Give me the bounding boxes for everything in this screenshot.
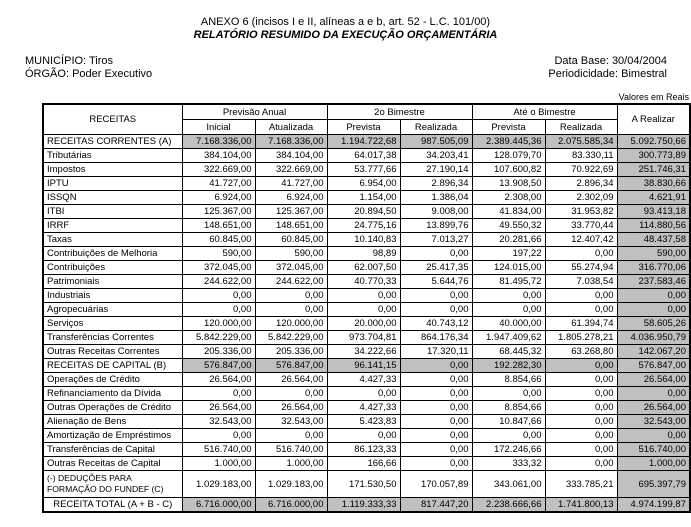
value-cell: 590,00: [255, 247, 327, 261]
row-label: IRRF: [43, 219, 182, 233]
value-cell: 0,00: [400, 303, 472, 317]
orgao-line: [25, 68, 152, 81]
value-cell: 322.669,00: [255, 163, 327, 177]
value-cell: 333,32: [472, 457, 545, 471]
value-cell: 1.029.183,00: [255, 471, 327, 498]
value-cell: 26.564,00: [255, 401, 327, 415]
value-cell: 34.203,41: [400, 149, 472, 163]
value-cell: 0,00: [545, 415, 617, 429]
col-subheader-prevista-ate: Prevista: [472, 120, 545, 135]
value-cell: 124.015,00: [472, 261, 545, 275]
report-subtitle: RELATÓRIO RESUMIDO DA EXECUÇÃO ORÇAMENTÁRIA: [193, 29, 498, 41]
row-label: (-) DEDUÇÕES PARA FORMAÇÃO DO FUNDEF (C): [43, 471, 182, 498]
value-cell: 70.922,69: [545, 163, 617, 177]
value-cell: 20.894,50: [327, 205, 400, 219]
value-cell: 0,00: [400, 387, 472, 401]
table-row: [43, 457, 690, 471]
table-row: [43, 205, 690, 219]
value-cell: 2.308,00: [472, 191, 545, 205]
table-row: [43, 387, 690, 401]
value-cell: 26.564,00: [182, 401, 255, 415]
value-cell: 384.104,00: [182, 149, 255, 163]
value-cell: 40.000,00: [472, 317, 545, 331]
table-row: [43, 345, 690, 359]
value-cell: 695.397,79: [617, 471, 690, 498]
value-cell: 0,00: [545, 289, 617, 303]
report-info: [25, 55, 667, 81]
value-cell: 0,00: [617, 303, 690, 317]
value-cell: 2.896,34: [545, 177, 617, 191]
table-row: [43, 471, 690, 498]
table-head: [43, 104, 690, 135]
value-cell: 60.845,00: [182, 233, 255, 247]
value-cell: 171.530,50: [327, 471, 400, 498]
value-cell: 0,00: [472, 387, 545, 401]
value-cell: 53.777,66: [327, 163, 400, 177]
value-cell: 5.644,76: [400, 275, 472, 289]
value-cell: 576.847,00: [182, 359, 255, 373]
value-cell: 372.045,00: [255, 261, 327, 275]
value-cell: 0,00: [545, 373, 617, 387]
table-row: [43, 317, 690, 331]
value-cell: 333.785,21: [545, 471, 617, 498]
value-cell: 93.413,18: [617, 205, 690, 219]
value-cell: 0,00: [545, 457, 617, 471]
value-cell: 0,00: [182, 303, 255, 317]
value-cell: 27.190,14: [400, 163, 472, 177]
col-header-2o-bimestre: 2o Bimestre: [327, 104, 472, 120]
value-cell: 300.773,89: [617, 149, 690, 163]
value-cell: 1.000,00: [182, 457, 255, 471]
value-cell: 2.238.666,66: [472, 498, 545, 513]
col-subheader-realizada-2bim: Realizada: [400, 120, 472, 135]
value-cell: 1.947.409,62: [472, 331, 545, 345]
value-cell: 197,22: [472, 247, 545, 261]
value-cell: 62.007,50: [327, 261, 400, 275]
value-cell: 590,00: [617, 247, 690, 261]
value-cell: 63.268,80: [545, 345, 617, 359]
value-cell: 9.008,00: [400, 205, 472, 219]
value-cell: 0,00: [400, 359, 472, 373]
value-cell: 125.367,00: [182, 205, 255, 219]
report-title: ANEXO 6 (incisos I e II, alíneas a e b, art. 52 - L.C. 101/00): [200, 16, 491, 28]
value-cell: 26.564,00: [617, 373, 690, 387]
value-cell: 384.104,00: [255, 149, 327, 163]
value-cell: 26.564,00: [182, 373, 255, 387]
value-cell: 1.386,04: [400, 191, 472, 205]
value-cell: 10.847,66: [472, 415, 545, 429]
row-label: Taxas: [43, 233, 182, 247]
value-cell: 170.057,89: [400, 471, 472, 498]
col-subheader-atualizada: Atualizada: [255, 120, 327, 135]
value-cell: 4.036.950,79: [617, 331, 690, 345]
value-cell: 86.123,33: [327, 443, 400, 457]
value-cell: 40.770,33: [327, 275, 400, 289]
col-header-receitas: RECEITAS: [43, 104, 182, 135]
value-cell: 0,00: [255, 387, 327, 401]
value-cell: 13.908,50: [472, 177, 545, 191]
value-cell: 41.727,00: [255, 177, 327, 191]
row-label: Serviços: [43, 317, 182, 331]
value-cell: 6.716.000,00: [182, 498, 255, 513]
row-label: Amortização de Empréstimos: [43, 429, 182, 443]
value-cell: 81.495,72: [472, 275, 545, 289]
value-cell: 0,00: [545, 359, 617, 373]
value-cell: 0,00: [472, 303, 545, 317]
value-cell: 1.029.183,00: [182, 471, 255, 498]
value-cell: 61.394,74: [545, 317, 617, 331]
orgao-label: ÓRGÃO:: [25, 68, 70, 80]
value-cell: 205.336,00: [255, 345, 327, 359]
value-cell: 516.740,00: [182, 443, 255, 457]
value-cell: 244.622,00: [182, 275, 255, 289]
value-cell: 0,00: [400, 457, 472, 471]
row-label: ITBI: [43, 205, 182, 219]
value-cell: 205.336,00: [182, 345, 255, 359]
value-cell: 0,00: [400, 401, 472, 415]
value-cell: 32.543,00: [255, 415, 327, 429]
value-cell: 0,00: [545, 443, 617, 457]
value-cell: 343.061,00: [472, 471, 545, 498]
col-subheader-realizada-ate: Realizada: [545, 120, 617, 135]
col-header-ate-o-bimestre: Até o Bimestre: [472, 104, 617, 120]
value-cell: 0,00: [472, 289, 545, 303]
value-cell: 41.727,00: [182, 177, 255, 191]
value-cell: 516.740,00: [617, 443, 690, 457]
value-cell: 0,00: [255, 429, 327, 443]
value-cell: 6.924,00: [255, 191, 327, 205]
value-cell: 0,00: [545, 247, 617, 261]
report-header: [0, 0, 691, 42]
value-cell: 244.622,00: [255, 275, 327, 289]
value-cell: 8.854,66: [472, 373, 545, 387]
value-cell: 48.437,58: [617, 233, 690, 247]
value-cell: 7.168.336,00: [182, 135, 255, 149]
value-cell: 6.924,00: [182, 191, 255, 205]
row-label: Refinanciamento da Dívida: [43, 387, 182, 401]
value-cell: 0,00: [400, 429, 472, 443]
value-cell: 34.222,66: [327, 345, 400, 359]
row-label: Outras Receitas de Capital: [43, 457, 182, 471]
value-cell: 0,00: [327, 429, 400, 443]
periodicidade-value: Bimestral: [621, 68, 667, 80]
value-cell: 4.621,91: [617, 191, 690, 205]
municipio-value: Tiros: [88, 55, 114, 67]
value-cell: 31.953,82: [545, 205, 617, 219]
table-row: [43, 443, 690, 457]
value-cell: 0,00: [617, 387, 690, 401]
value-cell: 0,00: [617, 429, 690, 443]
value-cell: 2.389.445,36: [472, 135, 545, 149]
value-cell: 192.282,30: [472, 359, 545, 373]
table-row: [43, 149, 690, 163]
table-row: [43, 303, 690, 317]
value-cell: 148.651,00: [182, 219, 255, 233]
periodicidade-line: [548, 68, 667, 81]
value-cell: 0,00: [617, 289, 690, 303]
orgao-value: Poder Executivo: [72, 68, 153, 80]
value-cell: 142.067,20: [617, 345, 690, 359]
table-row: [43, 177, 690, 191]
value-cell: 60.845,00: [255, 233, 327, 247]
data-base-line: [548, 55, 667, 68]
value-cell: 237.583,46: [617, 275, 690, 289]
value-cell: 2.896,34: [400, 177, 472, 191]
table-row: [43, 247, 690, 261]
value-cell: 0,00: [400, 247, 472, 261]
value-cell: 10.140,83: [327, 233, 400, 247]
value-cell: 973.704,81: [327, 331, 400, 345]
value-cell: 0,00: [182, 289, 255, 303]
budget-table: [42, 103, 691, 513]
value-cell: 6.954,00: [327, 177, 400, 191]
table-row: [43, 275, 690, 289]
row-label: RECEITA TOTAL (A + B - C): [43, 498, 182, 513]
row-label: RECEITAS DE CAPITAL (B): [43, 359, 182, 373]
table-row: [43, 191, 690, 205]
value-cell: 590,00: [182, 247, 255, 261]
row-label: Contribuições: [43, 261, 182, 275]
data-base-label: Data Base:: [554, 55, 609, 67]
value-cell: 864.176,34: [400, 331, 472, 345]
value-cell: 1.000,00: [617, 457, 690, 471]
row-label: ISSQN: [43, 191, 182, 205]
value-cell: 0,00: [472, 429, 545, 443]
value-cell: 0,00: [255, 303, 327, 317]
row-label: Operações de Crédito: [43, 373, 182, 387]
table-row: [43, 261, 690, 275]
value-cell: 20.281,66: [472, 233, 545, 247]
report-info-right: [548, 55, 667, 81]
value-cell: 20.000,00: [327, 317, 400, 331]
value-cell: 0,00: [400, 415, 472, 429]
value-cell: 0,00: [545, 429, 617, 443]
value-cell: 4.427,33: [327, 373, 400, 387]
report-info-left: [25, 55, 152, 81]
value-cell: 83.330,11: [545, 149, 617, 163]
value-cell: 68.445,32: [472, 345, 545, 359]
value-cell: 987.505,09: [400, 135, 472, 149]
value-cell: 1.194.722,68: [327, 135, 400, 149]
value-cell: 0,00: [182, 387, 255, 401]
value-cell: 1.000,00: [255, 457, 327, 471]
value-cell: 2.302,09: [545, 191, 617, 205]
value-cell: 96.141,15: [327, 359, 400, 373]
row-label: Transferências de Capital: [43, 443, 182, 457]
col-subheader-prevista-2bim: Prevista: [327, 120, 400, 135]
value-cell: 13.899,76: [400, 219, 472, 233]
row-label: RECEITAS CORRENTES (A): [43, 135, 182, 149]
currency-note: Valores em Reais: [618, 92, 689, 102]
value-cell: 114.880,56: [617, 219, 690, 233]
value-cell: 0,00: [545, 387, 617, 401]
value-cell: 128.079,70: [472, 149, 545, 163]
value-cell: 7.168.336,00: [255, 135, 327, 149]
value-cell: 0,00: [327, 387, 400, 401]
periodicidade-label: Periodicidade:: [548, 68, 619, 80]
value-cell: 4.974.199,87: [617, 498, 690, 513]
table-row: [43, 233, 690, 247]
value-cell: 576.847,00: [617, 359, 690, 373]
value-cell: 25.417,35: [400, 261, 472, 275]
table-row: [43, 373, 690, 387]
value-cell: 38.830,66: [617, 177, 690, 191]
value-cell: 0,00: [327, 303, 400, 317]
value-cell: 24.775,16: [327, 219, 400, 233]
value-cell: 6.716.000,00: [255, 498, 327, 513]
value-cell: 120.000,00: [255, 317, 327, 331]
value-cell: 372.045,00: [182, 261, 255, 275]
value-cell: 0,00: [400, 443, 472, 457]
value-cell: 148.651,00: [255, 219, 327, 233]
value-cell: 17.320,11: [400, 345, 472, 359]
row-label: Alienação de Bens: [43, 415, 182, 429]
table-row: [43, 163, 690, 177]
value-cell: 8.854,66: [472, 401, 545, 415]
value-cell: 2.075.585,34: [545, 135, 617, 149]
table-row: [43, 415, 690, 429]
table-row: [43, 219, 690, 233]
value-cell: 64.017,38: [327, 149, 400, 163]
col-header-a-realizar: A Realizar: [617, 104, 690, 135]
value-cell: 5.092.750,66: [617, 135, 690, 149]
municipio-line: [25, 55, 152, 68]
value-cell: 32.543,00: [182, 415, 255, 429]
value-cell: 1.119.333,33: [327, 498, 400, 513]
value-cell: 5.842.229,00: [255, 331, 327, 345]
table-body: [43, 135, 690, 513]
value-cell: 7.013,27: [400, 233, 472, 247]
value-cell: 26.564,00: [617, 401, 690, 415]
value-cell: 41.834,00: [472, 205, 545, 219]
value-cell: 576.847,00: [255, 359, 327, 373]
value-cell: 55.274,94: [545, 261, 617, 275]
value-cell: 4.427,33: [327, 401, 400, 415]
row-label: Transferências Correntes: [43, 331, 182, 345]
value-cell: 49.550,32: [472, 219, 545, 233]
value-cell: 172.246,66: [472, 443, 545, 457]
value-cell: 0,00: [327, 289, 400, 303]
value-cell: 5.423,83: [327, 415, 400, 429]
value-cell: 98,89: [327, 247, 400, 261]
row-label: Tributárias: [43, 149, 182, 163]
value-cell: 0,00: [400, 373, 472, 387]
value-cell: 516.740,00: [255, 443, 327, 457]
col-header-previsao-anual: Previsão Anual: [182, 104, 327, 120]
row-label: IPTU: [43, 177, 182, 191]
value-cell: 0,00: [400, 289, 472, 303]
value-cell: 32.543,00: [617, 415, 690, 429]
value-cell: 0,00: [545, 303, 617, 317]
value-cell: 0,00: [182, 429, 255, 443]
table-header-row-1: [43, 104, 690, 120]
table-row: [43, 331, 690, 345]
value-cell: 58.605,26: [617, 317, 690, 331]
value-cell: 12.407,42: [545, 233, 617, 247]
row-label: Patrimoniais: [43, 275, 182, 289]
value-cell: 7.038,54: [545, 275, 617, 289]
table-row: [43, 429, 690, 443]
row-label: Industriais: [43, 289, 182, 303]
value-cell: 251.746,31: [617, 163, 690, 177]
value-cell: 166,66: [327, 457, 400, 471]
value-cell: 0,00: [255, 289, 327, 303]
value-cell: 125.367,00: [255, 205, 327, 219]
row-label: Impostos: [43, 163, 182, 177]
value-cell: 107.600,82: [472, 163, 545, 177]
value-cell: 26.564,00: [255, 373, 327, 387]
value-cell: 817.447,20: [400, 498, 472, 513]
row-label: Outras Operações de Crédito: [43, 401, 182, 415]
table-row: [43, 359, 690, 373]
value-cell: 322.669,00: [182, 163, 255, 177]
row-label: Agropecuárias: [43, 303, 182, 317]
data-base-value: 30/04/2004: [611, 55, 667, 67]
value-cell: 0,00: [545, 401, 617, 415]
row-label: Outras Receitas Correntes: [43, 345, 182, 359]
value-cell: 33.770,44: [545, 219, 617, 233]
value-cell: 1.741.800,13: [545, 498, 617, 513]
table-row: [43, 289, 690, 303]
value-cell: 5.842.229,00: [182, 331, 255, 345]
table-row: [43, 135, 690, 149]
row-label: Contribuições de Melhoria: [43, 247, 182, 261]
table-row: [43, 401, 690, 415]
col-subheader-inicial: Inicial: [182, 120, 255, 135]
value-cell: 1.154,00: [327, 191, 400, 205]
value-cell: 40.743,12: [400, 317, 472, 331]
value-cell: 1.805.278,21: [545, 331, 617, 345]
table-row: [43, 498, 690, 513]
value-cell: 120.000,00: [182, 317, 255, 331]
municipio-label: MUNICÍPIO:: [25, 55, 87, 67]
value-cell: 316.770,06: [617, 261, 690, 275]
